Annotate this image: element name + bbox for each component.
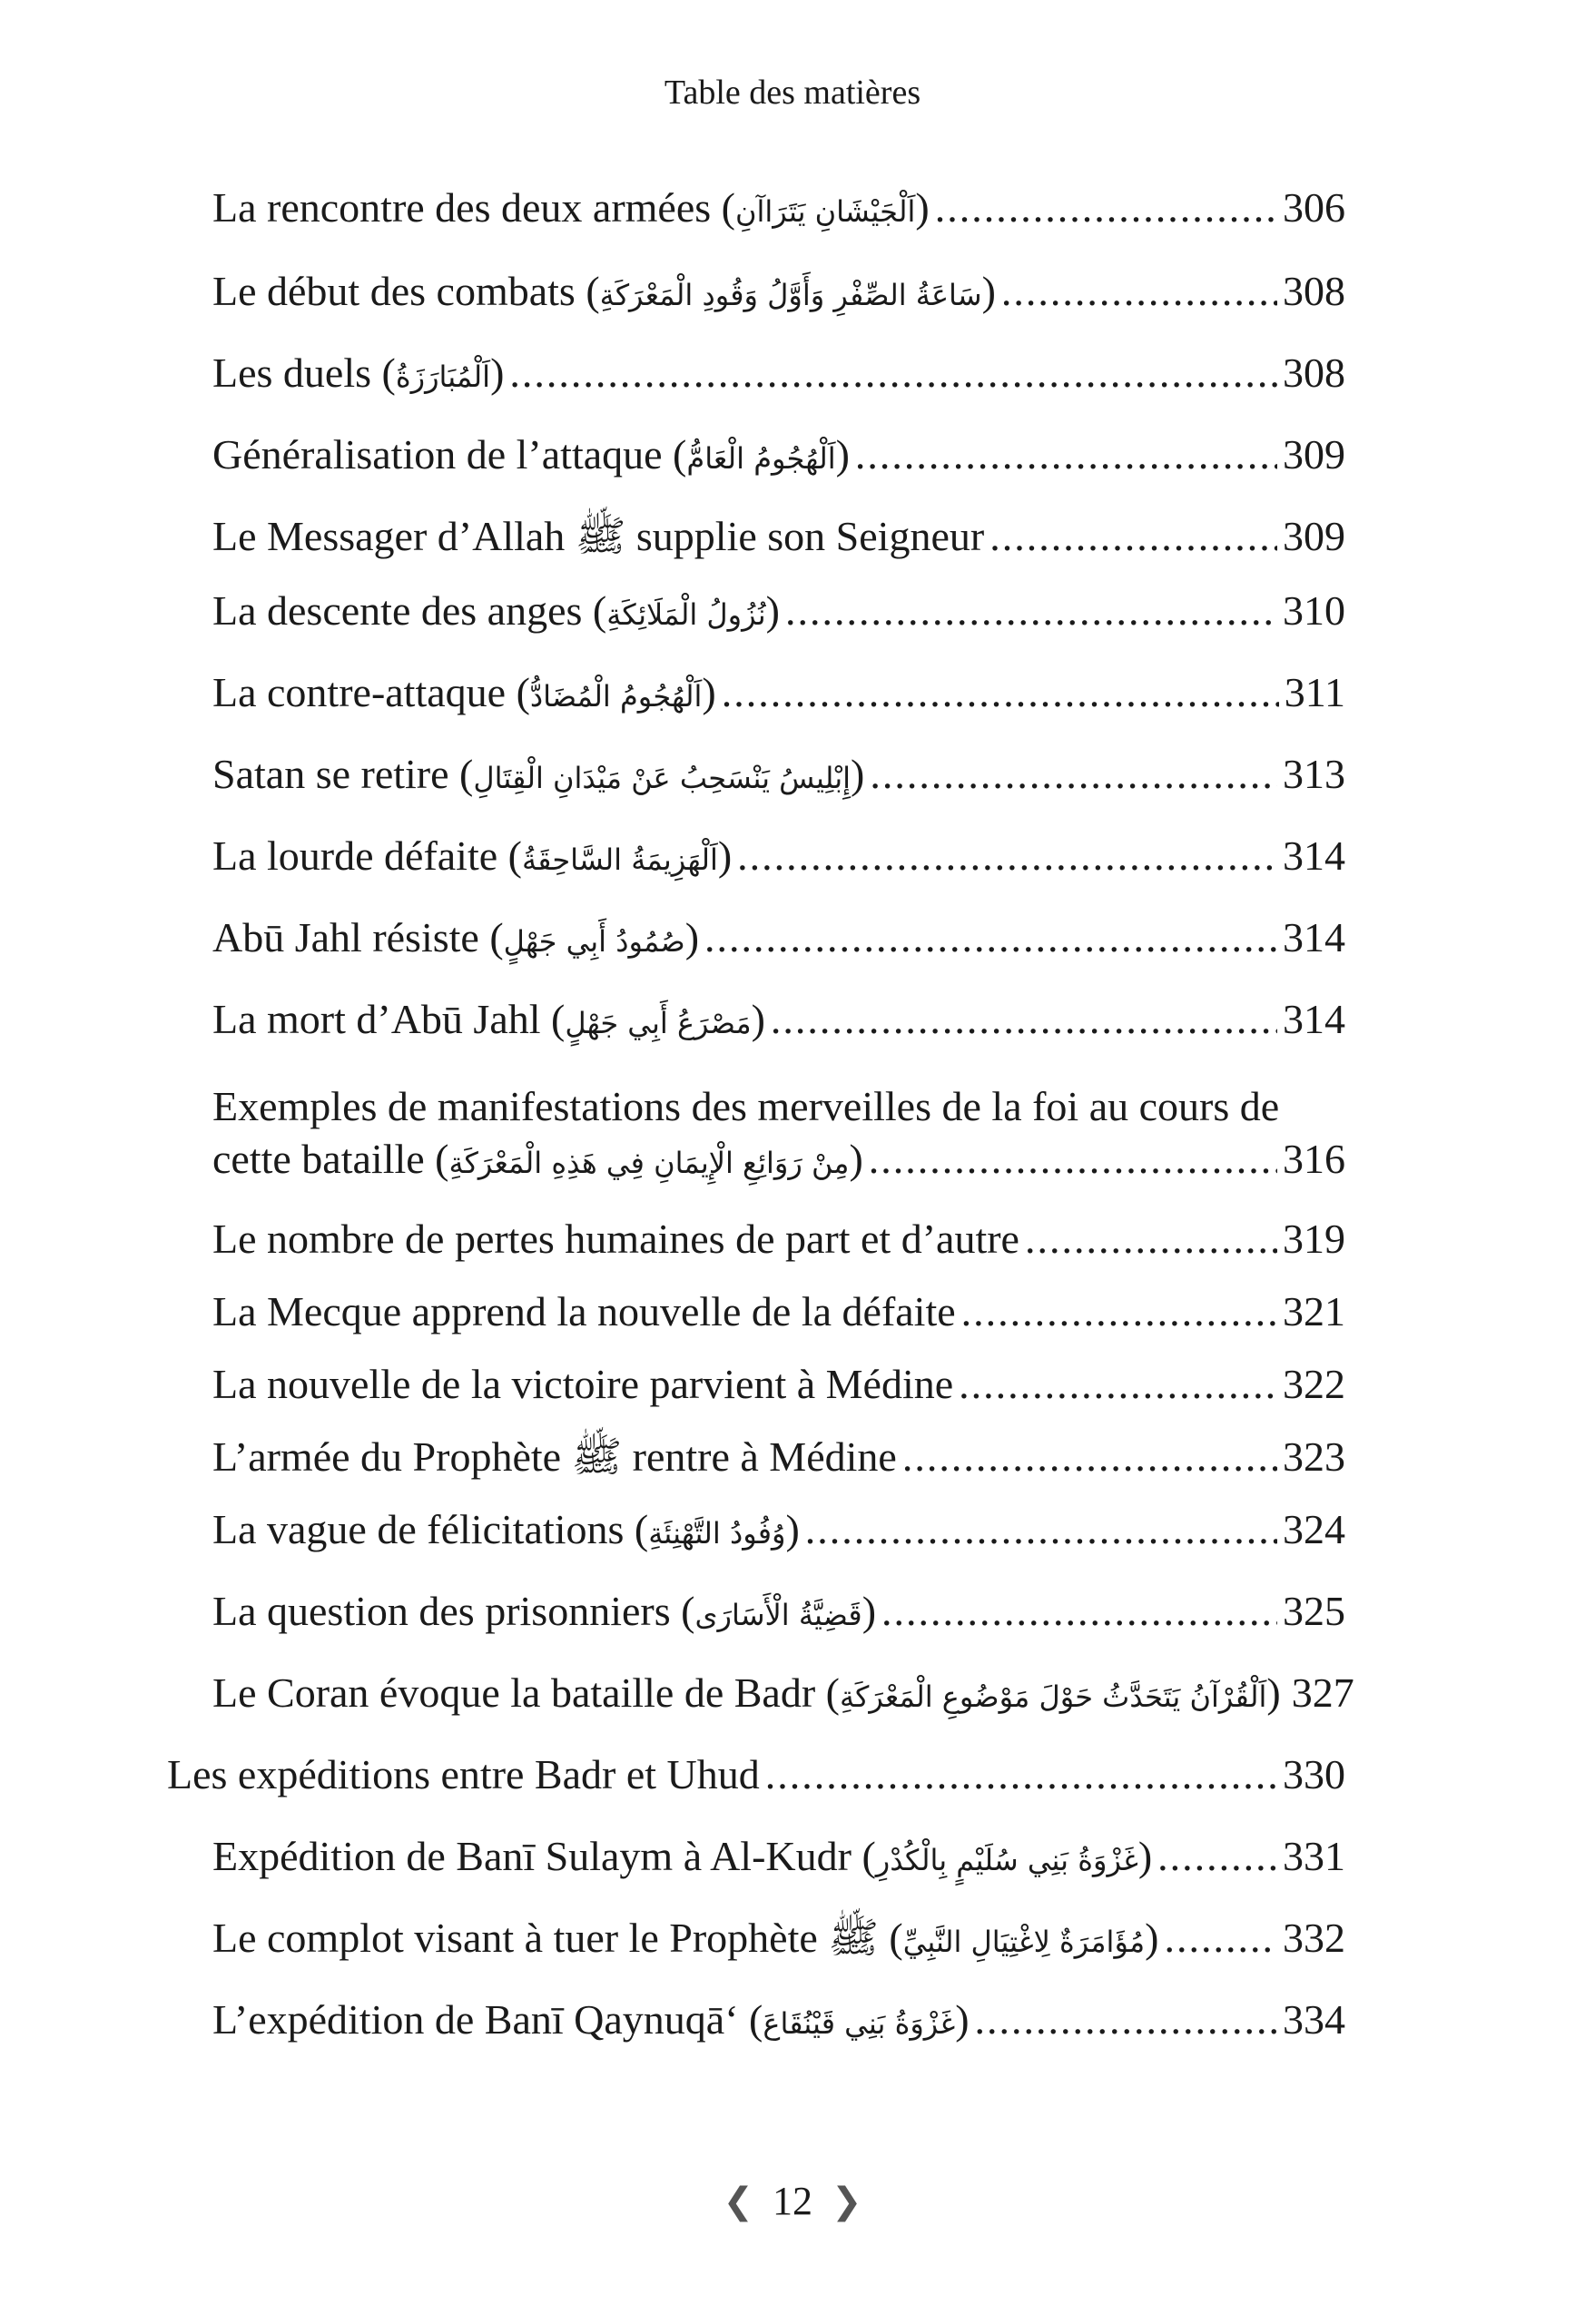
dot-leader	[785, 585, 1277, 637]
entry-page-number: 324	[1283, 1506, 1345, 1552]
entry-paren: )	[981, 268, 996, 314]
entry-page-number: 306	[1283, 184, 1345, 231]
toc-entry[interactable]	[212, 428, 1345, 485]
dot-leader	[509, 347, 1277, 399]
entry-arabic: قَضِيَّةُ الْأَسَارَى	[694, 1598, 862, 1632]
entry-page-number: 308	[1283, 350, 1345, 396]
entry-title: La descente des anges (	[212, 587, 607, 634]
entry-arabic: وُفُودُ التَّهْنِئَةِ	[648, 1516, 786, 1551]
entry-page-number: 331	[1283, 1833, 1345, 1879]
entry-page-number: 330	[1283, 1751, 1345, 1797]
entry-paren: )	[849, 1136, 863, 1182]
entry-arabic: صُمُودُ أَبِي جَهْلٍ	[503, 924, 685, 959]
toc-entry[interactable]	[212, 1213, 1345, 1269]
toc-entry[interactable]	[212, 182, 1345, 238]
entry-arabic: مُؤَامَرَةٌ لِاغْتِيَالِ النَّبِيِّ	[902, 1925, 1146, 1959]
entry-paren: )	[765, 587, 780, 634]
entry-page-number: 334	[1283, 1996, 1345, 2043]
toc-entry[interactable]	[212, 510, 1345, 566]
toc-entry[interactable]	[212, 1358, 1345, 1414]
entry-arabic: اَلْهُجُومُ الْعَامُّ	[686, 441, 836, 476]
dot-leader	[870, 748, 1277, 801]
entry-title: Le Coran évoque la bataille de Badr (	[212, 1669, 840, 1716]
entry-page-number: 319	[1283, 1216, 1345, 1262]
toc-entry[interactable]	[212, 911, 1345, 968]
dot-leader	[704, 911, 1277, 964]
entry-title: Expédition de Banī Sulaym à Al-Kudr (	[212, 1833, 876, 1879]
entry-paren: )	[835, 431, 850, 478]
entry-paren: )	[751, 996, 765, 1042]
dot-leader	[869, 1133, 1277, 1186]
entry-paren: )	[861, 1588, 877, 1634]
entry-page-number: 309	[1283, 431, 1345, 478]
toc-entry[interactable]	[212, 666, 1345, 723]
dot-leader	[881, 1585, 1277, 1638]
entry-title: La contre-attaque (	[212, 669, 530, 715]
toc-entry[interactable]	[212, 1431, 1345, 1487]
entry-title: Les expéditions entre Badr et Uhud	[167, 1751, 760, 1797]
entry-paren: )	[1145, 1915, 1159, 1961]
entry-page-number: 321	[1283, 1288, 1345, 1334]
toc-entry[interactable]	[212, 1585, 1345, 1641]
entry-page-number: 310	[1283, 587, 1345, 634]
dot-leader	[771, 993, 1277, 1046]
toc-entry[interactable]	[212, 1285, 1345, 1342]
toc-entry[interactable]	[212, 1667, 1354, 1723]
dot-leader	[989, 510, 1277, 563]
entry-paren: )	[684, 914, 700, 960]
toc-entry[interactable]	[212, 265, 1345, 321]
entry-arabic: إِبْلِيسُ يَنْسَحِبُ عَنْ مَيْدَانِ الْقِتَالِ	[473, 761, 852, 795]
entry-title: L’armée du Prophète ﷺ rentre à Médine	[212, 1433, 897, 1480]
page-number: 12	[773, 2179, 812, 2224]
dot-leader	[722, 666, 1279, 719]
entry-title: Le début des combats (	[212, 268, 600, 314]
entry-page-number: 314	[1283, 914, 1345, 960]
toc-entry[interactable]	[212, 993, 1345, 1049]
entry-title: L’expédition de Banī Qaynuqā‘ (	[212, 1996, 763, 2043]
entry-title: Le nombre de pertes humaines de part et d’autre	[212, 1216, 1019, 1262]
entry-title: La Mecque apprend la nouvelle de la défaite	[212, 1288, 956, 1334]
dot-leader	[975, 1994, 1277, 2046]
entry-arabic: مَصْرَعُ أَبِي جَهْلٍ	[565, 1006, 752, 1040]
entry-arabic: غَزْوَةُ بَنِي قَيْنُقَاعَ	[763, 2006, 956, 2041]
entry-page-number: 308	[1283, 268, 1345, 314]
entry-title: Les duels (	[212, 350, 396, 396]
entry-arabic: اَلْقُرْآنُ يَتَحَدَّثُ حَوْلَ مَوْضُوعِ الْمَعْرَكَةِ	[840, 1679, 1267, 1714]
entry-page-number: 322	[1283, 1361, 1345, 1407]
entry-paren: )	[785, 1506, 800, 1552]
entry-page-number: 327	[1291, 1669, 1354, 1716]
entry-page-number: 332	[1283, 1915, 1345, 1961]
page-header-title: Table des matières	[664, 74, 921, 112]
page-footer	[0, 2174, 1585, 2224]
entry-title: Généralisation de l’attaque (	[212, 431, 687, 478]
entry-page-number: 314	[1283, 996, 1345, 1042]
entry-paren: )	[717, 832, 733, 879]
entry-paren: )	[955, 1996, 970, 2043]
entry-title: La lourde défaite (	[212, 832, 522, 879]
toc-entry[interactable]	[212, 1503, 1345, 1560]
entry-paren: )	[915, 184, 930, 231]
entry-page-number: 316	[1283, 1136, 1345, 1182]
entry-title: Le Messager d’Allah ﷺ supplie son Seigneur	[212, 513, 985, 559]
entry-paren: )	[490, 350, 505, 396]
entry-page-number: 325	[1283, 1588, 1345, 1634]
dot-leader	[959, 1358, 1277, 1411]
entry-title: Abū Jahl résiste (	[212, 914, 504, 960]
dot-leader	[855, 428, 1277, 481]
dot-leader	[902, 1431, 1277, 1483]
toc-entry-chapter[interactable]	[167, 1748, 1345, 1805]
entry-title: Le complot visant à tuer le Prophète ﷺ (	[212, 1915, 903, 1961]
entry-title-line1: Exemples de manifestations des merveilles de la foi au cours de	[212, 1083, 1280, 1129]
entry-arabic: اَلْهَزِيمَةُ السَّاحِقَةُ	[521, 842, 718, 877]
toc-entry[interactable]	[212, 1994, 1345, 2050]
entry-title: La vague de félicitations (	[212, 1506, 649, 1552]
dot-leader	[765, 1748, 1277, 1801]
dot-leader	[1001, 265, 1277, 318]
entry-page-number: 313	[1283, 751, 1345, 797]
toc-entry[interactable]	[212, 347, 1345, 403]
entry-page-number: 323	[1283, 1433, 1345, 1480]
dot-leader	[1025, 1213, 1277, 1265]
dot-leader	[1164, 1912, 1277, 1965]
entry-title: La rencontre des deux armées (	[212, 184, 735, 231]
toc-entry[interactable]	[212, 1830, 1345, 1886]
ornament-left-icon: ❮	[723, 2180, 753, 2222]
dot-leader	[737, 830, 1277, 882]
entry-arabic: نُزُولُ الْمَلَائِكَةِ	[606, 597, 766, 632]
entry-title: La question des prisonniers (	[212, 1588, 695, 1634]
entry-arabic: غَزْوَةُ بَنِي سُلَيْمٍ بِالْكُدْرِ	[875, 1843, 1138, 1877]
entry-paren: )	[1137, 1833, 1153, 1879]
entry-paren: )	[1266, 1669, 1281, 1716]
dot-leader	[805, 1503, 1277, 1556]
entry-arabic: سَاعَةُ الصِّفْرِ وَأَوَّلُ وَقُودِ الْمَعْرَكَةِ	[599, 278, 982, 312]
entry-title: La nouvelle de la victoire parvient à Médine	[212, 1361, 954, 1407]
entry-title: La mort d’Abū Jahl (	[212, 996, 566, 1042]
dot-leader	[935, 182, 1277, 234]
toc-entry[interactable]	[212, 748, 1345, 804]
entry-paren: )	[851, 751, 865, 797]
entry-arabic: اَلْمُبَارَزَةُ	[395, 359, 491, 394]
toc-entry[interactable]	[212, 830, 1345, 886]
ornament-right-icon: ❯	[832, 2180, 862, 2222]
entry-paren: )	[702, 669, 716, 715]
toc-entry[interactable]	[212, 1080, 1345, 1189]
entry-arabic: اَلْهُجُومُ الْمُضَادُّ	[529, 679, 703, 714]
entry-arabic: مِنْ رَوَائِعِ الْإِيمَانِ فِي هَذِهِ الْمَعْرَكَةِ	[448, 1146, 850, 1180]
entry-page-number: 311	[1284, 669, 1345, 715]
entry-arabic: اَلْجَيْشَانِ يَتَرَاآنِ	[735, 194, 916, 229]
toc-entry[interactable]	[212, 1912, 1345, 1968]
entry-title: Satan se retire (	[212, 751, 474, 797]
toc-entry[interactable]	[212, 585, 1345, 641]
entry-page-number: 309	[1283, 513, 1345, 559]
dot-leader	[961, 1285, 1277, 1338]
entry-title: cette bataille (	[212, 1136, 449, 1182]
dot-leader	[1157, 1830, 1277, 1883]
entry-page-number: 314	[1283, 832, 1345, 879]
